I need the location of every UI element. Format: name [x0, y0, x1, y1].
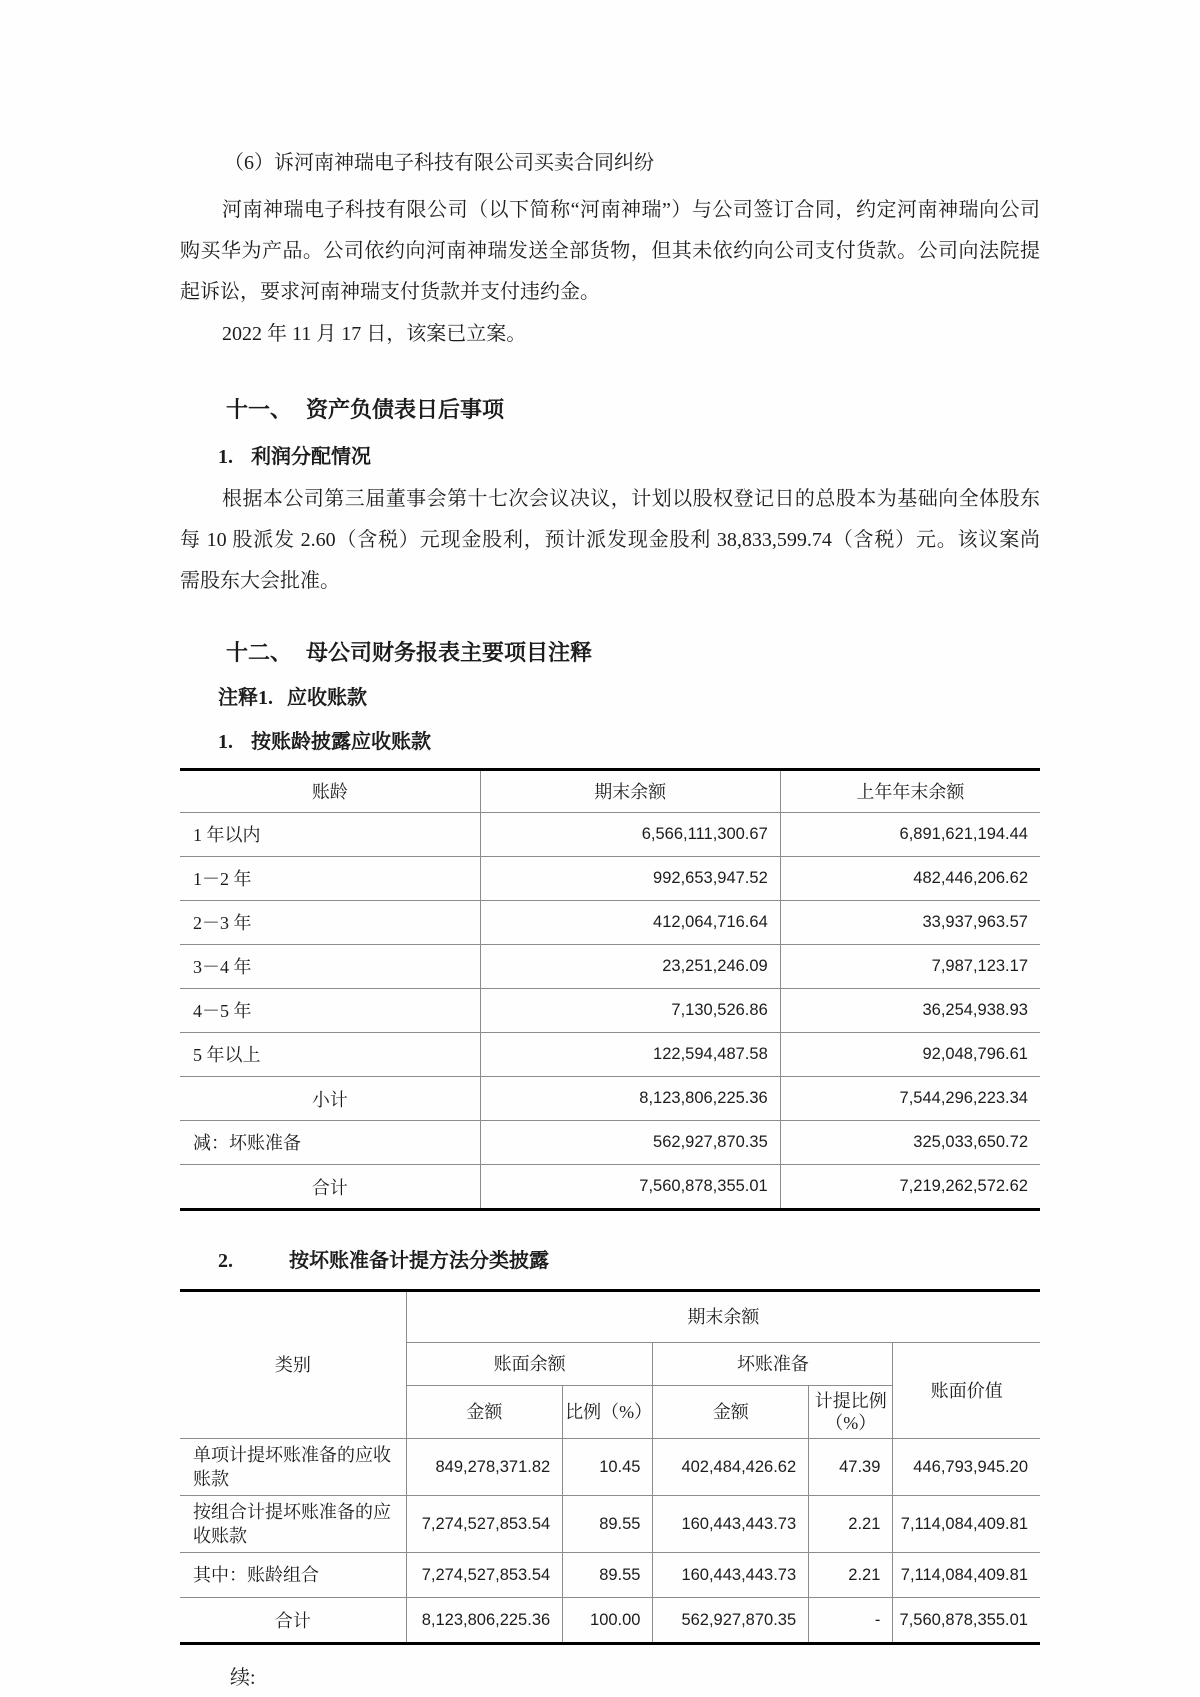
note-1-subheading: [180, 684, 1040, 712]
row-label: 按组合计提坏账准备的应收账款: [180, 1496, 406, 1553]
paragraph-line: 根据本公司第三届董事会第十七次会议决议，计划以股权登记日的总股本为基础向全体股东: [222, 488, 1040, 510]
table-row: [180, 1439, 1040, 1496]
row-label: 5 年以上: [180, 1033, 480, 1077]
cell-value: 2.21: [809, 1496, 893, 1553]
cell-value: 7,560,878,355.01: [893, 1598, 1040, 1644]
cell-value: 33,937,963.57: [780, 901, 1040, 945]
aging-table-header-row: [180, 770, 1040, 813]
cell-value: 562,927,870.35: [653, 1598, 809, 1644]
page-content: [180, 0, 1040, 1691]
row-label: 减：坏账准备: [180, 1121, 480, 1165]
subheading-number: 1.: [218, 446, 233, 468]
total-row: [180, 1598, 1040, 1644]
cell-value: 2.21: [809, 1553, 893, 1598]
cell-value: 92,048,796.61: [780, 1033, 1040, 1077]
column-header-category: 类别: [180, 1291, 406, 1439]
cell-value: 89.55: [563, 1496, 653, 1553]
provision-method-subheading: [180, 1247, 1040, 1275]
cell-value: 7,114,084,409.81: [893, 1553, 1040, 1598]
cell-value: 100.00: [563, 1598, 653, 1644]
cell-value: 482,446,206.62: [780, 857, 1040, 901]
paragraph-line: 购买华为产品。公司依约向河南神瑞发送全部货物，但其未依约向公司支付货款。公司向法院提: [180, 240, 1040, 262]
cell-value: 7,114,084,409.81: [893, 1496, 1040, 1553]
cell-value: 7,987,123.17: [780, 945, 1040, 989]
note-number: 注释1.: [218, 687, 273, 709]
cell-value: 412,064,716.64: [480, 901, 780, 945]
provision-table-header-row-1: [180, 1291, 1040, 1343]
cell-value: 7,219,262,572.62: [780, 1165, 1040, 1210]
cell-value: 10.45: [563, 1439, 653, 1496]
section-12-heading: [180, 638, 1040, 668]
lawsuit-paragraph: [180, 190, 1040, 313]
cell-value: 23,251,246.09: [480, 945, 780, 989]
cell-value: 89.55: [563, 1553, 653, 1598]
cell-value: 446,793,945.20: [893, 1439, 1040, 1496]
provision-table: [180, 1289, 1040, 1645]
table-row: [180, 989, 1040, 1033]
subheading-number: 1.: [218, 731, 233, 753]
cell-value: 8,123,806,225.36: [480, 1077, 780, 1121]
table-row: [180, 857, 1040, 901]
row-label: 3－4 年: [180, 945, 480, 989]
cell-value: 849,278,371.82: [406, 1439, 563, 1496]
column-header-book-balance: 账面余额: [406, 1343, 653, 1386]
section-12-title: 母公司财务报表主要项目注释: [306, 640, 593, 665]
paragraph-line: 河南神瑞电子科技有限公司（以下简称“河南神瑞”）与公司签订合同，约定河南神瑞向公司: [222, 199, 1040, 221]
table-row: [180, 901, 1040, 945]
paragraph-line: 每 10 股派发 2.60（含税）元现金股利，预计派发现金股利 38,833,599.74（含税）元。该议案尚: [180, 529, 1040, 551]
subtotal-row: [180, 1077, 1040, 1121]
cell-value: 325,033,650.72: [780, 1121, 1040, 1165]
column-header-amount: 金额: [406, 1386, 563, 1439]
row-label: 其中：账龄组合: [180, 1553, 406, 1598]
column-header-aging: 账龄: [180, 770, 480, 813]
profit-distribution-paragraph: [180, 479, 1040, 602]
cell-value: 7,130,526.86: [480, 989, 780, 1033]
section-12-number: 十二、: [226, 640, 293, 665]
row-label: 4－5 年: [180, 989, 480, 1033]
case-filing-date-line: 2022 年 11 月 17 日，该案已立案。: [222, 323, 527, 345]
cell-value: 8,123,806,225.36: [406, 1598, 563, 1644]
row-label: 合计: [180, 1598, 406, 1644]
cell-value: 992,653,947.52: [480, 857, 780, 901]
section-11-heading: [180, 395, 1040, 425]
cell-value: 7,274,527,853.54: [406, 1496, 563, 1553]
column-header-prior-year: 上年年末余额: [780, 770, 1040, 813]
subheading-title: 按坏账准备计提方法分类披露: [289, 1250, 549, 1272]
aging-disclosure-subheading: [180, 728, 1040, 756]
column-header-provision-ratio: 计提比例（%）: [809, 1386, 893, 1439]
row-label: 1－2 年: [180, 857, 480, 901]
row-label: 小计: [180, 1077, 480, 1121]
subheading-title: 按账龄披露应收账款: [251, 731, 431, 753]
cell-value: 562,927,870.35: [480, 1121, 780, 1165]
table-row: [180, 1496, 1040, 1553]
cell-value: 7,274,527,853.54: [406, 1553, 563, 1598]
section-11-title: 资产负债表日后事项: [306, 397, 505, 422]
cell-value: -: [809, 1598, 893, 1644]
column-header-amount: 金额: [653, 1386, 809, 1439]
profit-distribution-subheading: [180, 443, 1040, 471]
subheading-number: 2.: [218, 1250, 233, 1272]
column-header-bad-debt: 坏账准备: [653, 1343, 893, 1386]
column-header-book-value: 账面价值: [893, 1343, 1040, 1439]
row-label: 合计: [180, 1165, 480, 1210]
cell-value: 402,484,426.62: [653, 1439, 809, 1496]
table-row: [180, 1033, 1040, 1077]
column-header-ratio: 比例（%）: [563, 1386, 653, 1439]
total-row: [180, 1165, 1040, 1210]
table-row: [180, 1553, 1040, 1598]
column-header-period-end: 期末余额: [406, 1291, 1040, 1343]
note-title: 应收账款: [287, 687, 367, 709]
table-row: [180, 1121, 1040, 1165]
table-row: [180, 813, 1040, 857]
cell-value: 6,566,111,300.67: [480, 813, 780, 857]
cell-value: 7,560,878,355.01: [480, 1165, 780, 1210]
row-label: 1 年以内: [180, 813, 480, 857]
aging-table: [180, 768, 1040, 1211]
column-header-period-end: 期末余额: [480, 770, 780, 813]
cell-value: 122,594,487.58: [480, 1033, 780, 1077]
cell-value: 7,544,296,223.34: [780, 1077, 1040, 1121]
paragraph-line: 需股东大会批准。: [180, 570, 340, 592]
cell-value: 160,443,443.73: [653, 1553, 809, 1598]
row-label: 单项计提坏账准备的应收账款: [180, 1439, 406, 1496]
cell-value: 160,443,443.73: [653, 1496, 809, 1553]
lawsuit-item-title: （6）诉河南神瑞电子科技有限公司买卖合同纠纷: [224, 152, 654, 174]
cell-value: 47.39: [809, 1439, 893, 1496]
cell-value: 6,891,621,194.44: [780, 813, 1040, 857]
row-label: 2－3 年: [180, 901, 480, 945]
subheading-title: 利润分配情况: [251, 446, 371, 468]
paragraph-line: 起诉讼，要求河南神瑞支付货款并支付违约金。: [180, 281, 600, 303]
continued-label: 续:: [230, 1667, 256, 1689]
cell-value: 36,254,938.93: [780, 989, 1040, 1033]
table-row: [180, 945, 1040, 989]
section-11-number: 十一、: [226, 397, 293, 422]
